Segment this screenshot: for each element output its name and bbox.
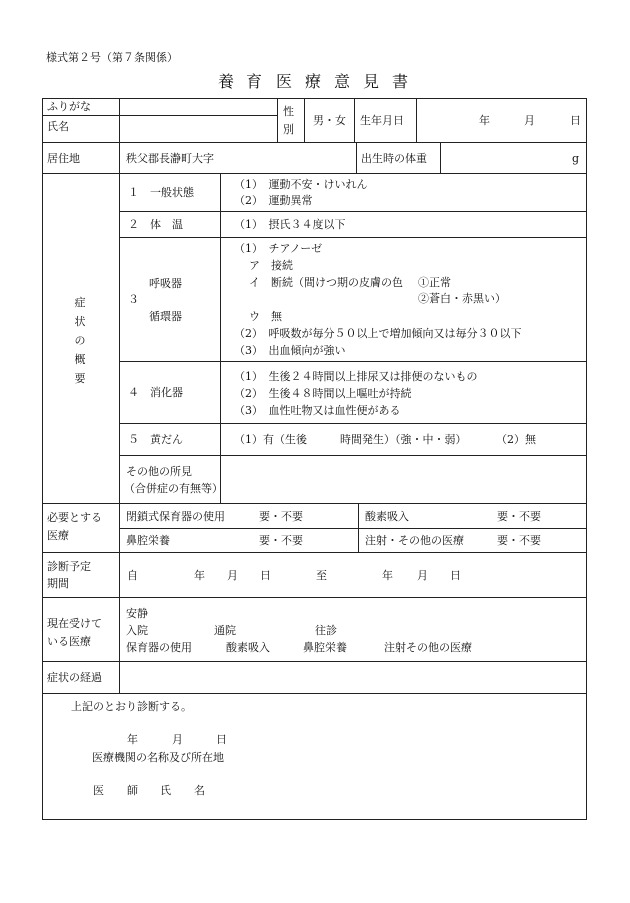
- period-to: 至: [316, 569, 327, 582]
- course-label: 症状の経過: [47, 671, 102, 684]
- incubator-label: 閉鎖式保育器の使用: [126, 510, 225, 523]
- temperature-label: ２ 体 温: [128, 218, 183, 231]
- birth-day-label: 日: [570, 114, 581, 127]
- oxygen-label: 酸素吸入: [226, 641, 270, 654]
- cyanosis-item: （1） チアノーゼ: [234, 242, 323, 255]
- period-label: 診断予定: [47, 560, 91, 573]
- signature-month: 月: [172, 733, 183, 746]
- rest-label: 安静: [126, 607, 148, 620]
- title-char: 意: [334, 72, 351, 91]
- address-value: 秩父郡長瀞町大字: [126, 152, 214, 165]
- respiration-rate-item: （2） 呼吸数が毎分５０以上で増加傾向又は毎分３０以下: [234, 327, 522, 340]
- period-to-month: 月: [417, 569, 428, 582]
- period-label: 期間: [47, 577, 69, 590]
- digestive-label: ４ 消化器: [128, 386, 183, 399]
- title-char: 育: [246, 72, 263, 91]
- incubator-need: 要・不要: [259, 510, 303, 523]
- birthdate-label: 生年月日: [360, 114, 404, 127]
- oxygen-label: 酸素吸入: [365, 510, 409, 523]
- digestive-item: （1） 生後２４時間以上排尿又は排便のないもの: [234, 370, 478, 383]
- jaundice-no: （2）無: [496, 433, 536, 446]
- form-number: 様式第２号（第７条関係）: [46, 51, 178, 64]
- title-char: 療: [305, 72, 322, 91]
- jaundice-yes: （1）有（生後: [234, 433, 307, 446]
- title-char: 書: [392, 72, 409, 91]
- period-from-day: 日: [260, 569, 271, 582]
- period-from: 自: [127, 569, 138, 582]
- digestive-item: （2） 生後４８時間以上嘔吐が持続: [234, 387, 412, 400]
- period-from-month: 月: [227, 569, 238, 582]
- period-from-year: 年: [194, 569, 205, 582]
- circulatory-label: 循環器: [149, 310, 182, 323]
- nasal-feeding-label: 鼻腔栄養: [303, 641, 347, 654]
- title-char: 見: [363, 72, 380, 91]
- outpatient-label: 通院: [214, 624, 236, 637]
- digestive-item: （3） 血性吐物又は血性便がある: [234, 404, 401, 417]
- current-care-label: いる医療: [47, 635, 91, 648]
- institution-label: 医療機関の名称及び所在地: [92, 751, 224, 764]
- house-call-label: 往診: [315, 624, 337, 637]
- general-state-label: １ 一般状態: [128, 186, 194, 199]
- skin-color-normal: ①正常: [418, 276, 451, 289]
- birth-year-label: 年: [479, 114, 490, 127]
- injection-other-label: 注射その他の医療: [384, 641, 472, 654]
- incubator-use-label: 保育器の使用: [126, 641, 192, 654]
- inpatient-label: 入院: [126, 624, 148, 637]
- period-to-year: 年: [382, 569, 393, 582]
- sex-options: 男・女: [313, 114, 346, 127]
- oxygen-need: 要・不要: [497, 510, 541, 523]
- name-label: 氏名: [47, 120, 69, 133]
- nasal-feeding-label: 鼻腔栄養: [126, 534, 170, 547]
- sex-label: 別: [283, 123, 294, 136]
- injection-label: 注射・その他の医療: [365, 534, 464, 547]
- cyanosis-intermittent: イ 断続（間けつ期の皮膚の色: [249, 276, 403, 289]
- nasal-feeding-need: 要・不要: [259, 534, 303, 547]
- signature-year: 年: [127, 733, 138, 746]
- general-item: （2） 運動異常: [234, 194, 313, 207]
- temperature-item: （1） 摂氏３４度以下: [234, 218, 346, 231]
- symptoms-section-label: 症 状 の 概 要: [74, 296, 86, 385]
- current-care-label: 現在受けて: [47, 617, 102, 630]
- respiratory-number: ３: [128, 293, 139, 306]
- period-to-day: 日: [450, 569, 461, 582]
- other-findings-label: その他の所見: [126, 465, 192, 478]
- cyanosis-none: ウ 無: [249, 310, 282, 323]
- complications-label: （合併症の有無等）: [124, 482, 223, 495]
- diagnosis-statement: 上記のとおり診断する。: [71, 700, 192, 713]
- respiratory-label: 呼吸器: [149, 277, 182, 290]
- title-char: 養: [218, 72, 235, 91]
- signature-day: 日: [216, 733, 227, 746]
- jaundice-onset: 時間発生）（強・中・弱）: [340, 433, 467, 446]
- birth-weight-label: 出生時の体重: [361, 152, 427, 165]
- birth-weight-unit: g: [572, 152, 580, 165]
- injection-need: 要・不要: [497, 534, 541, 547]
- cyanosis-continuous: ア 接続: [249, 259, 293, 272]
- care-needed-label: 医療: [47, 529, 69, 542]
- jaundice-label: ５ 黄だん: [128, 433, 183, 446]
- bleeding-item: （3） 出血傾向が強い: [234, 344, 346, 357]
- skin-color-pale: ②蒼白・赤黒い）: [418, 292, 506, 305]
- title-char: 医: [276, 72, 293, 91]
- sex-label: 性: [283, 105, 294, 118]
- furigana-label: ふりがな: [47, 100, 91, 113]
- address-label: 居住地: [47, 152, 80, 165]
- care-needed-label: 必要とする: [47, 511, 102, 524]
- birth-month-label: 月: [524, 114, 535, 127]
- general-item: （1） 運動不安・けいれん: [234, 178, 368, 191]
